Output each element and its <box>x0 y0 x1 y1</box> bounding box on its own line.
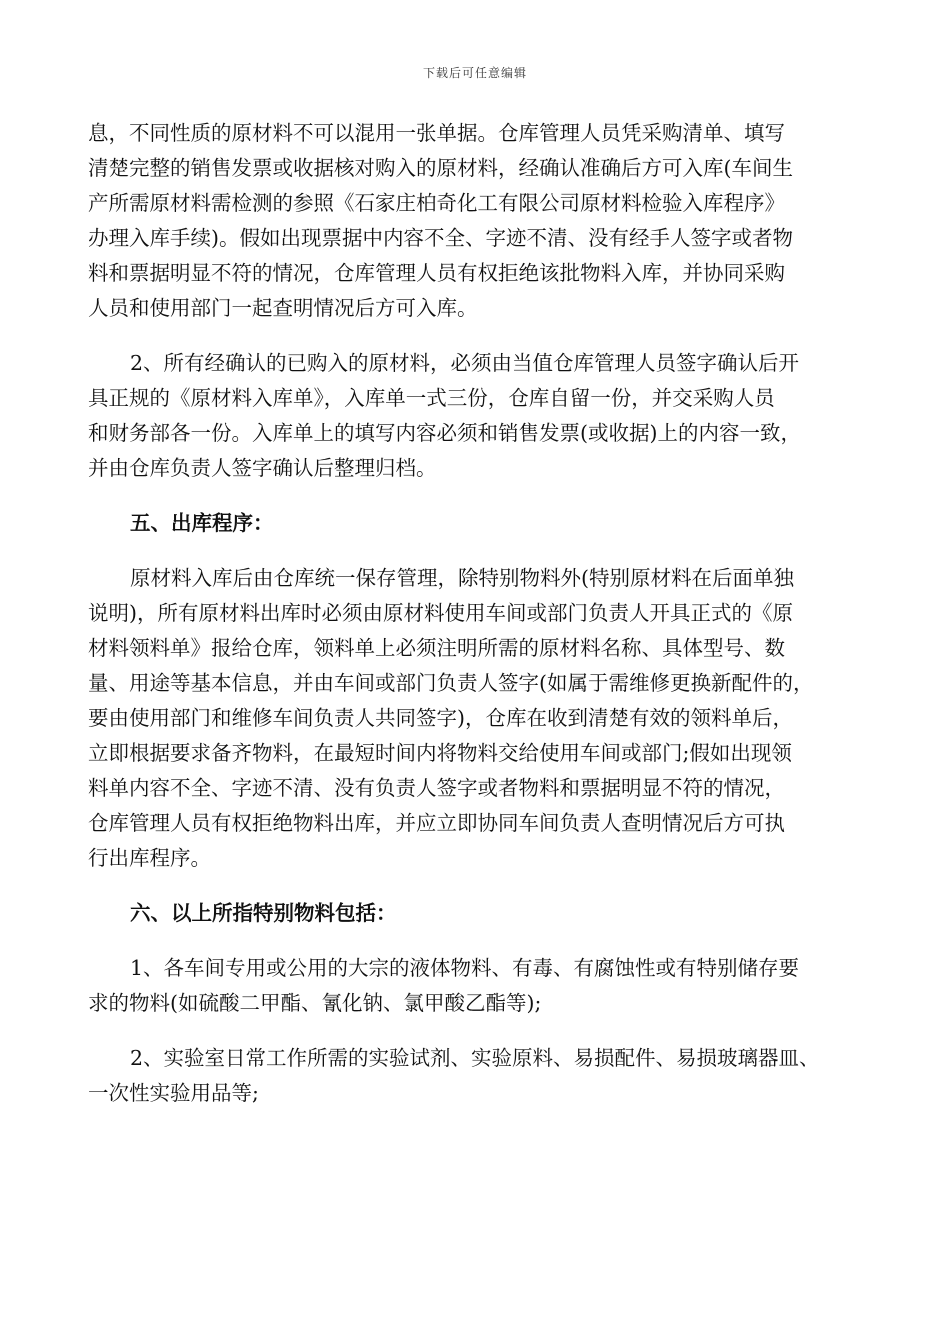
text-line: 料单内容不全、字迹不清、没有负责人签字或者物料和票据明显不符的情况， <box>88 776 785 800</box>
text-line: 要由使用部门和维修车间负责人共同签字)，仓库在收到清楚有效的领料单后， <box>88 706 793 730</box>
text-line: 和财务部各一份。入库单上的填写内容必须和销售发票(或收据)上的内容一致， <box>88 421 801 445</box>
text-line: 量、用途等基本信息，并由车间或部门负责人签字(如属于需维修更换新配件的， <box>88 671 814 695</box>
page-header: 下载后可任意编辑 <box>422 66 527 80</box>
section-heading-special-materials: 六、以上所指特别物料包括： <box>130 901 397 925</box>
text-line: 人员和使用部门一起查明情况后方可入库。 <box>88 296 478 320</box>
text-line: 立即根据要求备齐物料，在最短时间内将物料交给使用车间或部门;假如出现领 <box>88 741 792 765</box>
paragraph-special-item-1 <box>88 951 864 1021</box>
text-line: 说明)，所有原材料出库时必须由原材料使用车间或部门负责人开具正式的《原 <box>88 601 793 625</box>
paragraph-storage-entry-continued <box>88 116 864 326</box>
paragraph-outbound-procedure <box>88 561 864 876</box>
text-line: 并由仓库负责人签字确认后整理归档。 <box>88 456 437 480</box>
text-line: 2、所有经确认的已购入的原材料，必须由当值仓库管理人员签字确认后开 <box>130 351 800 375</box>
text-line: 一次性实验用品等; <box>88 1081 259 1105</box>
section-heading-outbound: 五、出库程序： <box>130 511 274 535</box>
text-line: 产所需原材料需检测的参照《石家庄柏奇化工有限公司原材料检验入库程序》 <box>88 191 785 215</box>
text-line: 材料领料单》报给仓库，领料单上必须注明所需的原材料名称、具体型号、数 <box>88 636 785 660</box>
paragraph-item-2-entry-form <box>88 346 864 486</box>
text-line: 求的物料(如硫酸二甲酯、氰化钠、氯甲酸乙酯等); <box>88 991 542 1015</box>
text-line: 料和票据明显不符的情况，仓库管理人员有权拒绝该批物料入库，并协同采购 <box>88 261 785 285</box>
paragraph-special-item-2 <box>88 1041 864 1111</box>
text-line: 具正规的《原材料入库单》，入库单一式三份，仓库自留一份，并交采购人员 <box>88 386 775 410</box>
text-line: 原材料入库后由仓库统一保存管理，除特别物料外(特别原材料在后面单独 <box>130 566 794 590</box>
text-line: 行出库程序。 <box>88 846 211 870</box>
text-line: 1、各车间专用或公用的大宗的液体物料、有毒、有腐蚀性或有特别储存要 <box>130 956 800 980</box>
text-line: 办理入库手续)。假如出现票据中内容不全、字迹不清、没有经手人签字或者物 <box>88 226 793 250</box>
text-line: 息，不同性质的原材料不可以混用一张单据。仓库管理人员凭采购清单、填写 <box>88 121 785 145</box>
text-line: 清楚完整的销售发票或收据核对购入的原材料，经确认准确后方可入库(车间生 <box>88 156 793 180</box>
text-line: 仓库管理人员有权拒绝物料出库，并应立即协同车间负责人查明情况后方可执 <box>88 811 785 835</box>
text-line: 2、实验室日常工作所需的实验试剂、实验原料、易损配件、易损玻璃器皿、 <box>130 1046 820 1070</box>
document-body <box>88 116 864 1131</box>
